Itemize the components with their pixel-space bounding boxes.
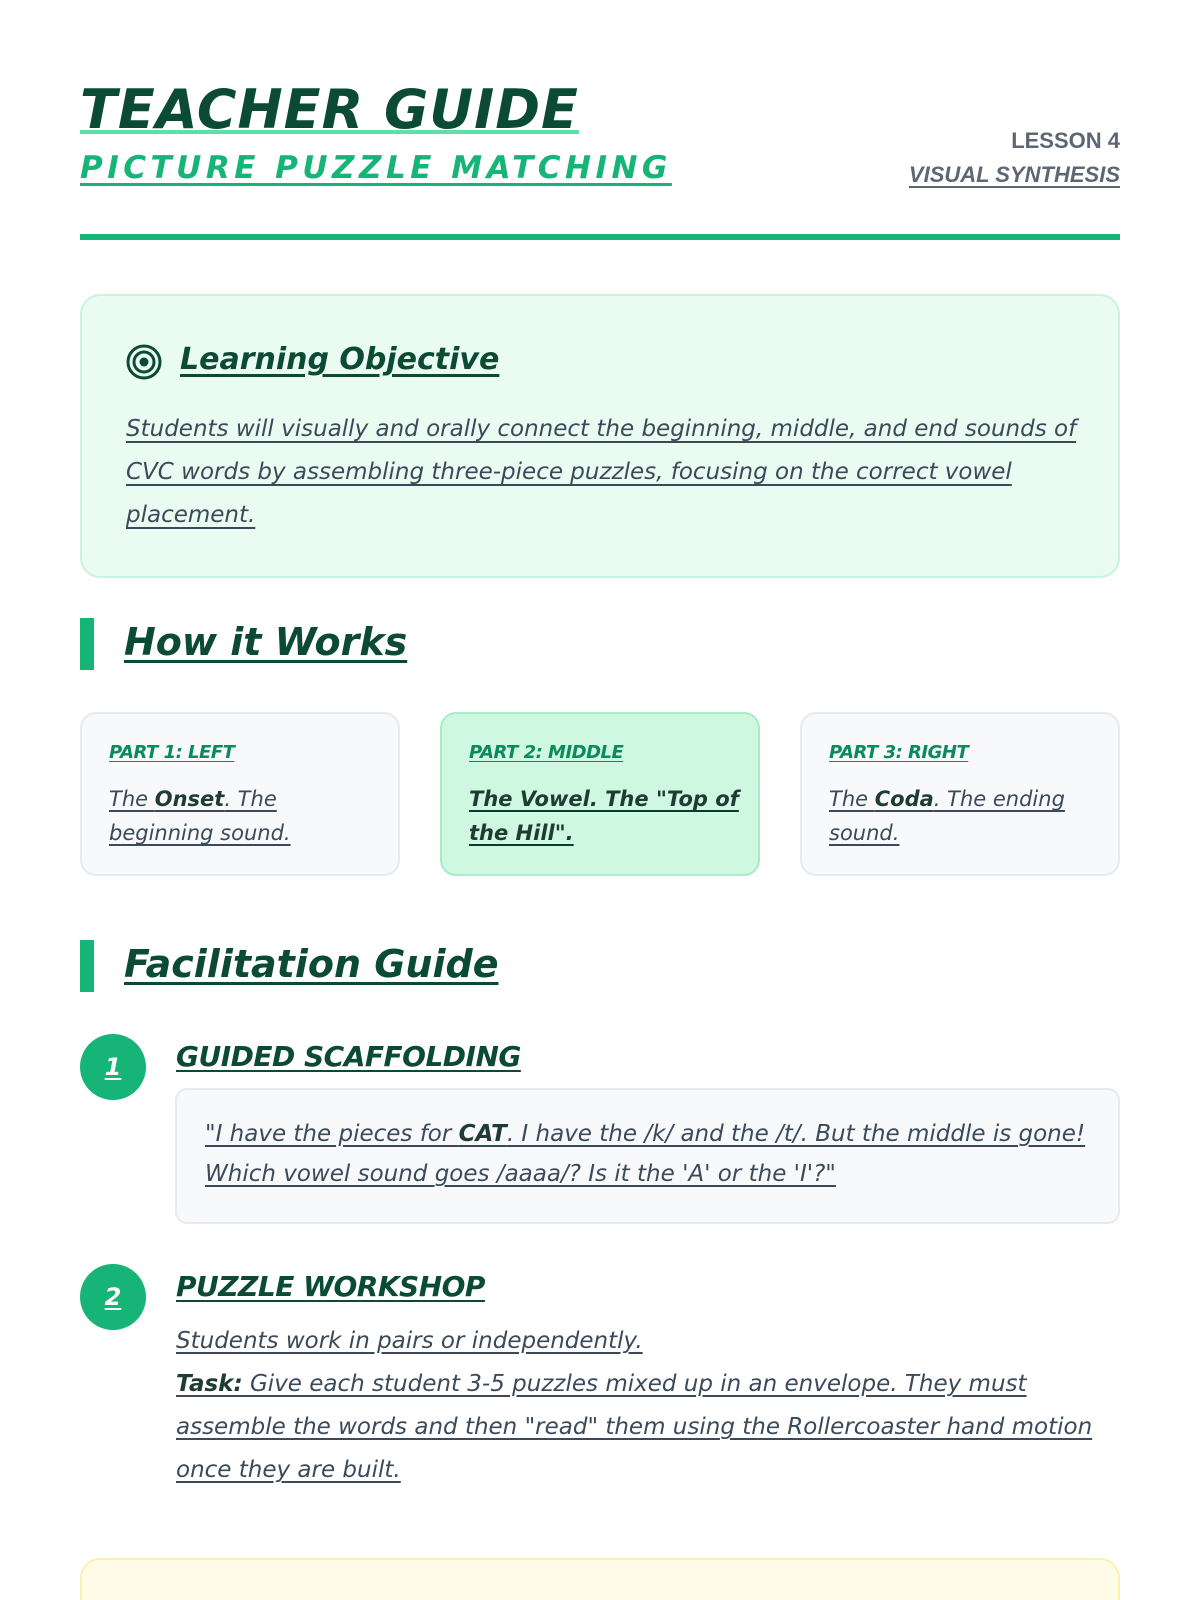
- step-description: [176, 1320, 1126, 1492]
- part-label: PART 3: RIGHT: [829, 742, 969, 763]
- note-card: [80, 1558, 1120, 1600]
- lesson-number: LESSON 4: [1011, 128, 1120, 153]
- section-accent-bar: [80, 618, 94, 670]
- objective-title: Learning Objective: [180, 342, 500, 377]
- script-quote-box: [175, 1088, 1120, 1224]
- header: [80, 78, 1120, 198]
- part-card-left: [80, 712, 400, 876]
- part-description: The Onset. The beginning sound.: [109, 787, 291, 845]
- step-task: Task: Give each student 3-5 puzzles mixed up in an envelope. They must assemble the words and then "read" them using the Rollercoaster hand motion once they are built.: [176, 1371, 1093, 1483]
- how-it-works-title: How it Works: [124, 620, 408, 664]
- page-title: TEACHER GUIDE: [80, 78, 579, 141]
- lesson-name: VISUAL SYNTHESIS: [908, 162, 1120, 187]
- part-description: The Vowel. The "Top of the Hill".: [469, 787, 739, 845]
- parts-row: [80, 712, 1120, 876]
- part-card-right: [800, 712, 1120, 876]
- target-icon: [126, 344, 162, 380]
- page-subtitle: PICTURE PUZZLE MATCHING: [80, 150, 672, 186]
- learning-objective-card: [80, 294, 1120, 578]
- facilitation-title: Facilitation Guide: [124, 942, 499, 986]
- header-divider: [80, 234, 1120, 240]
- part-card-middle: [440, 712, 760, 876]
- part-label: PART 1: LEFT: [109, 742, 235, 763]
- part-label: PART 2: MIDDLE: [469, 742, 624, 763]
- objective-text: Students will visually and orally connect the beginning, middle, and end sounds of CVC words by assembling three-piece puzzles, focusing on the correct vowel placement.: [126, 416, 1077, 528]
- step-title: GUIDED SCAFFOLDING: [176, 1040, 521, 1073]
- section-accent-bar: [80, 940, 94, 992]
- script-quote: "I have the pieces for CAT. I have the /k/ and the /t/. But the middle is gone! Which vowel sound goes /aaaa/? Is it the 'A' or the 'I'?": [205, 1121, 1086, 1187]
- step-number-badge: 1: [80, 1034, 146, 1100]
- part-description: The Coda. The ending sound.: [829, 787, 1065, 845]
- step-number-badge: 2: [80, 1264, 146, 1330]
- step-title: PUZZLE WORKSHOP: [176, 1270, 485, 1303]
- step-intro-line: Students work in pairs or independently.: [176, 1328, 643, 1354]
